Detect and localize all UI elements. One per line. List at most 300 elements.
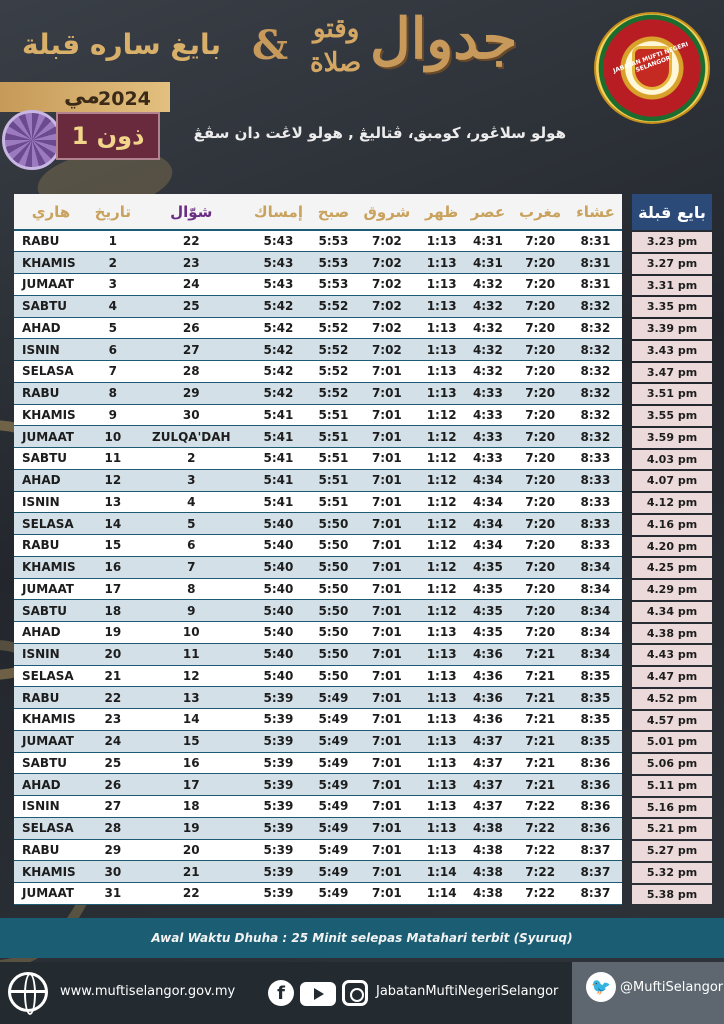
table-cell: 1:13 bbox=[419, 796, 465, 818]
table-cell: 8:35 bbox=[569, 730, 622, 752]
table-cell: 8:37 bbox=[569, 861, 622, 883]
table-cell: 1:13 bbox=[419, 339, 465, 361]
table-row bbox=[14, 709, 622, 731]
table-cell: ISNIN bbox=[14, 643, 88, 665]
table-cell: 10 bbox=[88, 426, 138, 448]
table-cell: 8:31 bbox=[569, 230, 622, 252]
table-cell: 8:35 bbox=[569, 665, 622, 687]
table-cell: 7:21 bbox=[511, 665, 569, 687]
table-cell: 8:36 bbox=[569, 817, 622, 839]
zone-badge: ذون 1 bbox=[56, 112, 160, 160]
table-cell: SABTU bbox=[14, 600, 88, 622]
table-cell: 1:13 bbox=[419, 230, 465, 252]
table-cell: 4:38 bbox=[464, 817, 511, 839]
table-cell: 8:33 bbox=[569, 513, 622, 535]
table-cell: 4:34 bbox=[464, 513, 511, 535]
table-cell: RABU bbox=[14, 687, 88, 709]
table-cell: 5:40 bbox=[245, 600, 312, 622]
qibla-time: 5.38 pm bbox=[632, 885, 712, 905]
table-cell: 7:21 bbox=[511, 752, 569, 774]
qibla-time: 4.52 pm bbox=[632, 689, 712, 709]
table-row bbox=[14, 230, 622, 252]
table-cell: KHAMIS bbox=[14, 709, 88, 731]
table-cell: 7:22 bbox=[511, 796, 569, 818]
table-cell: 8:31 bbox=[569, 252, 622, 274]
table-cell: SELASA bbox=[14, 817, 88, 839]
table-cell: 5:49 bbox=[312, 752, 355, 774]
table-cell: 4:34 bbox=[464, 469, 511, 491]
qibla-time: 5.01 pm bbox=[632, 732, 712, 752]
table-cell: 8:34 bbox=[569, 643, 622, 665]
table-cell: 21 bbox=[138, 861, 245, 883]
table-cell: 7:01 bbox=[355, 382, 419, 404]
table-cell: 4:32 bbox=[464, 295, 511, 317]
table-cell: SELASA bbox=[14, 665, 88, 687]
table-cell: 7:01 bbox=[355, 752, 419, 774]
qibla-time: 5.06 pm bbox=[632, 754, 712, 774]
table-row bbox=[14, 361, 622, 383]
table-cell: 8:36 bbox=[569, 796, 622, 818]
table-cell: 8:33 bbox=[569, 491, 622, 513]
table-row bbox=[14, 513, 622, 535]
table-row bbox=[14, 578, 622, 600]
table-cell: 7:21 bbox=[511, 687, 569, 709]
table-cell: 7:20 bbox=[511, 426, 569, 448]
table-cell: 7:20 bbox=[511, 622, 569, 644]
table-cell: 7:01 bbox=[355, 774, 419, 796]
table-cell: 5:49 bbox=[312, 774, 355, 796]
table-cell: 5:50 bbox=[312, 622, 355, 644]
table-cell: 8:37 bbox=[569, 883, 622, 905]
website-link[interactable]: www.muftiselangor.gov.my bbox=[60, 984, 236, 999]
table-cell: 17 bbox=[88, 578, 138, 600]
table-cell: 5:50 bbox=[312, 665, 355, 687]
qibla-time: 3.39 pm bbox=[632, 319, 712, 339]
twitter-icon[interactable]: 🐦 bbox=[586, 972, 616, 1002]
table-cell: 7 bbox=[138, 556, 245, 578]
table-cell: RABU bbox=[14, 382, 88, 404]
table-body bbox=[14, 230, 622, 904]
table-cell: 18 bbox=[88, 600, 138, 622]
table-cell: 4:37 bbox=[464, 796, 511, 818]
table-cell: 7:01 bbox=[355, 535, 419, 557]
table-cell: AHAD bbox=[14, 469, 88, 491]
table-cell: 1:13 bbox=[419, 252, 465, 274]
table-cell: 5:39 bbox=[245, 774, 312, 796]
table-cell: 1:13 bbox=[419, 752, 465, 774]
table-cell: 4:36 bbox=[464, 643, 511, 665]
table-cell: 19 bbox=[138, 817, 245, 839]
table-row bbox=[14, 622, 622, 644]
table-cell: 4:35 bbox=[464, 622, 511, 644]
table-cell: 4:32 bbox=[464, 274, 511, 296]
table-cell: 22 bbox=[138, 230, 245, 252]
table-cell: 5:42 bbox=[245, 295, 312, 317]
table-cell: KHAMIS bbox=[14, 404, 88, 426]
table-cell: 1:13 bbox=[419, 295, 465, 317]
qibla-time: 5.16 pm bbox=[632, 798, 712, 818]
month-label: مي bbox=[64, 84, 100, 109]
table-cell: 9 bbox=[88, 404, 138, 426]
table-row bbox=[14, 643, 622, 665]
qibla-time: 5.32 pm bbox=[632, 863, 712, 883]
table-cell: 5:50 bbox=[312, 578, 355, 600]
table-cell: 4:36 bbox=[464, 709, 511, 731]
table-cell: 7:20 bbox=[511, 404, 569, 426]
table-cell: JUMAAT bbox=[14, 274, 88, 296]
table-cell: 5:51 bbox=[312, 404, 355, 426]
table-cell: 1:13 bbox=[419, 361, 465, 383]
table-cell: 4:33 bbox=[464, 426, 511, 448]
table-cell: 17 bbox=[138, 774, 245, 796]
table-cell: 18 bbox=[138, 796, 245, 818]
table-cell: 8:37 bbox=[569, 839, 622, 861]
table-cell: 5:49 bbox=[312, 709, 355, 731]
table-cell: 5:49 bbox=[312, 796, 355, 818]
youtube-icon[interactable] bbox=[300, 982, 336, 1006]
qibla-time: 4.16 pm bbox=[632, 515, 712, 535]
column-header: صبح bbox=[312, 194, 355, 230]
logo-text: JABATAN MUFTI NEGERI SELANGOR bbox=[612, 40, 690, 75]
qibla-time: 4.29 pm bbox=[632, 580, 712, 600]
social-page-link[interactable]: JabatanMuftiNegeriSelangor bbox=[376, 984, 559, 999]
qibla-time: 4.07 pm bbox=[632, 471, 712, 491]
table-cell: 1:13 bbox=[419, 665, 465, 687]
table-cell: 23 bbox=[88, 709, 138, 731]
table-cell: JUMAAT bbox=[14, 883, 88, 905]
table-cell: KHAMIS bbox=[14, 861, 88, 883]
table-cell: SELASA bbox=[14, 361, 88, 383]
table-cell: 7:20 bbox=[511, 295, 569, 317]
column-header: عشاء bbox=[569, 194, 622, 230]
table-cell: 4:33 bbox=[464, 448, 511, 470]
table-cell: 5:41 bbox=[245, 491, 312, 513]
table-cell: 1:12 bbox=[419, 556, 465, 578]
table-cell: 5:43 bbox=[245, 230, 312, 252]
table-cell: 7:01 bbox=[355, 796, 419, 818]
qibla-time: 5.11 pm bbox=[632, 776, 712, 796]
table-cell: 5:39 bbox=[245, 796, 312, 818]
table-cell: 9 bbox=[138, 600, 245, 622]
table-cell: 25 bbox=[88, 752, 138, 774]
column-header: ظهر bbox=[419, 194, 465, 230]
table-cell: 4:37 bbox=[464, 730, 511, 752]
table-cell: 8:34 bbox=[569, 600, 622, 622]
column-header: تاريخ bbox=[88, 194, 138, 230]
table-cell: 7:22 bbox=[511, 817, 569, 839]
table-row bbox=[14, 774, 622, 796]
qibla-time: 3.27 pm bbox=[632, 254, 712, 274]
table-cell: 1:12 bbox=[419, 469, 465, 491]
table-cell: KHAMIS bbox=[14, 252, 88, 274]
table-cell: RABU bbox=[14, 535, 88, 557]
qibla-time: 4.34 pm bbox=[632, 602, 712, 622]
table-cell: 12 bbox=[138, 665, 245, 687]
table-cell: 7 bbox=[88, 361, 138, 383]
table-cell: 1:12 bbox=[419, 426, 465, 448]
table-cell: 5:50 bbox=[312, 513, 355, 535]
table-cell: 7:02 bbox=[355, 274, 419, 296]
table-cell: 5:49 bbox=[312, 687, 355, 709]
table-cell: 7:01 bbox=[355, 643, 419, 665]
qibla-time: 5.27 pm bbox=[632, 841, 712, 861]
table-cell: 1:13 bbox=[419, 709, 465, 731]
qibla-time: 4.38 pm bbox=[632, 624, 712, 644]
table-cell: 5:39 bbox=[245, 752, 312, 774]
table-cell: 4:34 bbox=[464, 535, 511, 557]
table-cell: 8:31 bbox=[569, 274, 622, 296]
table-cell: 4:35 bbox=[464, 556, 511, 578]
table-cell: 8:33 bbox=[569, 535, 622, 557]
table-cell: AHAD bbox=[14, 622, 88, 644]
qibla-time: 4.43 pm bbox=[632, 645, 712, 665]
table-cell: 7:21 bbox=[511, 643, 569, 665]
instagram-icon[interactable] bbox=[342, 980, 368, 1006]
table-cell: 5:40 bbox=[245, 665, 312, 687]
table-cell: 7:01 bbox=[355, 709, 419, 731]
year-label: 2024 bbox=[98, 88, 151, 110]
table-row bbox=[14, 730, 622, 752]
table-cell: 5:43 bbox=[245, 274, 312, 296]
title-main: جدوال bbox=[370, 6, 518, 72]
table-cell: 13 bbox=[88, 491, 138, 513]
table-cell: 8:32 bbox=[569, 382, 622, 404]
prayer-times-table bbox=[14, 194, 622, 905]
qibla-time: 4.20 pm bbox=[632, 537, 712, 557]
table-cell: 5:50 bbox=[312, 643, 355, 665]
table-cell: 26 bbox=[88, 774, 138, 796]
table-cell: RABU bbox=[14, 230, 88, 252]
table-cell: ISNIN bbox=[14, 339, 88, 361]
table-cell: 5:52 bbox=[312, 382, 355, 404]
table-cell: 16 bbox=[138, 752, 245, 774]
table-row bbox=[14, 426, 622, 448]
table-cell: 1:13 bbox=[419, 817, 465, 839]
qibla-time: 3.31 pm bbox=[632, 276, 712, 296]
table-row bbox=[14, 817, 622, 839]
table-cell: 4:32 bbox=[464, 317, 511, 339]
table-cell: 7:01 bbox=[355, 687, 419, 709]
table-cell: 7:01 bbox=[355, 491, 419, 513]
table-cell: 1:13 bbox=[419, 774, 465, 796]
table-cell: 5:52 bbox=[312, 317, 355, 339]
table-cell: 7:01 bbox=[355, 600, 419, 622]
table-row bbox=[14, 317, 622, 339]
table-cell: 5:52 bbox=[312, 361, 355, 383]
qibla-time: 3.43 pm bbox=[632, 341, 712, 361]
table-cell: 7:20 bbox=[511, 578, 569, 600]
table-cell: 15 bbox=[88, 535, 138, 557]
table-cell: 5:41 bbox=[245, 426, 312, 448]
table-cell: 8:33 bbox=[569, 469, 622, 491]
table-cell: 5:41 bbox=[245, 448, 312, 470]
table-cell: 7:01 bbox=[355, 730, 419, 752]
table-cell: 5:51 bbox=[312, 448, 355, 470]
table-cell: 27 bbox=[138, 339, 245, 361]
table-cell: 5:39 bbox=[245, 709, 312, 731]
title-qibla: بايغ سارە قبلة bbox=[22, 28, 222, 61]
table-cell: 7:01 bbox=[355, 839, 419, 861]
table-row bbox=[14, 339, 622, 361]
table-cell: 5:43 bbox=[245, 252, 312, 274]
table-row bbox=[14, 295, 622, 317]
title-line2: صلاة bbox=[310, 48, 362, 78]
table-row bbox=[14, 274, 622, 296]
table-cell: 2 bbox=[138, 448, 245, 470]
table-cell: 4:33 bbox=[464, 382, 511, 404]
table-cell: 5:50 bbox=[312, 600, 355, 622]
table-cell: 8:33 bbox=[569, 448, 622, 470]
table-cell: 8:35 bbox=[569, 687, 622, 709]
table-cell: 5:52 bbox=[312, 295, 355, 317]
table-row bbox=[14, 252, 622, 274]
table-row bbox=[14, 665, 622, 687]
facebook-icon[interactable]: f bbox=[268, 980, 294, 1006]
table-cell: 7:20 bbox=[511, 317, 569, 339]
table-cell: 5:39 bbox=[245, 817, 312, 839]
table-cell: 7:22 bbox=[511, 883, 569, 905]
table-cell: 1:13 bbox=[419, 274, 465, 296]
table-cell: 1 bbox=[88, 230, 138, 252]
table-cell: 8:36 bbox=[569, 774, 622, 796]
table-cell: 5:53 bbox=[312, 230, 355, 252]
table-cell: 30 bbox=[88, 861, 138, 883]
table-cell: 8 bbox=[88, 382, 138, 404]
qibla-time: 5.21 pm bbox=[632, 819, 712, 839]
table-cell: 5:40 bbox=[245, 535, 312, 557]
table-cell: 8:32 bbox=[569, 295, 622, 317]
table-cell: 5:42 bbox=[245, 382, 312, 404]
table-row bbox=[14, 600, 622, 622]
table-cell: 1:13 bbox=[419, 839, 465, 861]
table-row bbox=[14, 535, 622, 557]
table-cell: 4 bbox=[88, 295, 138, 317]
table-cell: 8:36 bbox=[569, 752, 622, 774]
table-cell: JUMAAT bbox=[14, 730, 88, 752]
table-cell: 31 bbox=[88, 883, 138, 905]
table-cell: 14 bbox=[138, 709, 245, 731]
table-cell: 7:20 bbox=[511, 469, 569, 491]
table-cell: 21 bbox=[88, 665, 138, 687]
qibla-time: 3.23 pm bbox=[632, 232, 712, 252]
table-cell: 26 bbox=[138, 317, 245, 339]
table-cell: 7:02 bbox=[355, 230, 419, 252]
mandala-ornament-icon bbox=[2, 110, 62, 170]
table-cell: 1:12 bbox=[419, 535, 465, 557]
table-row bbox=[14, 448, 622, 470]
table-cell: 16 bbox=[88, 556, 138, 578]
globe-icon bbox=[8, 972, 48, 1012]
table-cell: 4 bbox=[138, 491, 245, 513]
column-header: عصر bbox=[464, 194, 511, 230]
table-cell: 7:20 bbox=[511, 448, 569, 470]
table-cell: 7:01 bbox=[355, 361, 419, 383]
table-cell: 8:34 bbox=[569, 556, 622, 578]
table-cell: 14 bbox=[88, 513, 138, 535]
table-cell: 5:42 bbox=[245, 339, 312, 361]
twitter-handle[interactable]: @MuftiSelangor bbox=[620, 980, 724, 995]
table-cell: SELASA bbox=[14, 513, 88, 535]
table-cell: 1:13 bbox=[419, 643, 465, 665]
table-cell: 4:31 bbox=[464, 230, 511, 252]
table-cell: 7:20 bbox=[511, 361, 569, 383]
qibla-time: 3.35 pm bbox=[632, 297, 712, 317]
table-row bbox=[14, 752, 622, 774]
table-cell: 24 bbox=[88, 730, 138, 752]
table-cell: 5:49 bbox=[312, 861, 355, 883]
table-cell: 5:52 bbox=[312, 339, 355, 361]
table-cell: 5:40 bbox=[245, 556, 312, 578]
table-cell: 1:13 bbox=[419, 317, 465, 339]
column-header: مغرب bbox=[511, 194, 569, 230]
table-cell: 5:41 bbox=[245, 404, 312, 426]
table-cell: 7:20 bbox=[511, 382, 569, 404]
table-cell: 7:20 bbox=[511, 535, 569, 557]
table-cell: 7:01 bbox=[355, 861, 419, 883]
table-cell: 4:32 bbox=[464, 361, 511, 383]
table-cell: 7:20 bbox=[511, 491, 569, 513]
qibla-time: 3.59 pm bbox=[632, 428, 712, 448]
table-cell: 5:51 bbox=[312, 491, 355, 513]
table-cell: 5:39 bbox=[245, 730, 312, 752]
table-cell: 1:12 bbox=[419, 491, 465, 513]
table-cell: 4:34 bbox=[464, 491, 511, 513]
qibla-header: بايع قبلة bbox=[632, 194, 712, 230]
table-cell: 5:40 bbox=[245, 513, 312, 535]
table-cell: 7:20 bbox=[511, 274, 569, 296]
table-row bbox=[14, 883, 622, 905]
table-cell: 7:20 bbox=[511, 230, 569, 252]
table-cell: 4:37 bbox=[464, 752, 511, 774]
table-cell: 7:21 bbox=[511, 709, 569, 731]
table-cell: 4:33 bbox=[464, 404, 511, 426]
table-cell: 3 bbox=[88, 274, 138, 296]
table-cell: 1:12 bbox=[419, 578, 465, 600]
table-cell: 4:36 bbox=[464, 665, 511, 687]
table-cell: 13 bbox=[138, 687, 245, 709]
table-cell: 8:32 bbox=[569, 404, 622, 426]
table-cell: 4:38 bbox=[464, 839, 511, 861]
table-cell: 5:41 bbox=[245, 469, 312, 491]
table-cell: 7:20 bbox=[511, 252, 569, 274]
table-cell: 1:13 bbox=[419, 730, 465, 752]
table-cell: 4:38 bbox=[464, 883, 511, 905]
table-cell: 5:49 bbox=[312, 730, 355, 752]
table-cell: 4:31 bbox=[464, 252, 511, 274]
table-cell: 5:40 bbox=[245, 622, 312, 644]
table-cell: 7:20 bbox=[511, 513, 569, 535]
table-cell: 5:40 bbox=[245, 643, 312, 665]
table-cell: 20 bbox=[138, 839, 245, 861]
qibla-column bbox=[632, 194, 712, 906]
table-cell: 7:01 bbox=[355, 578, 419, 600]
table-cell: 7:01 bbox=[355, 556, 419, 578]
table-cell: 7:01 bbox=[355, 448, 419, 470]
qibla-list bbox=[632, 232, 712, 904]
table-cell: 7:02 bbox=[355, 339, 419, 361]
table-cell: 1:13 bbox=[419, 687, 465, 709]
table-cell: 7:01 bbox=[355, 469, 419, 491]
table-cell: 24 bbox=[138, 274, 245, 296]
table-cell: 7:22 bbox=[511, 861, 569, 883]
table-cell: 10 bbox=[138, 622, 245, 644]
table-row bbox=[14, 404, 622, 426]
table-cell: 5:49 bbox=[312, 817, 355, 839]
column-header: شوّال bbox=[138, 194, 245, 230]
table-cell: 7:01 bbox=[355, 817, 419, 839]
table-cell: 5:49 bbox=[312, 839, 355, 861]
qibla-time: 3.47 pm bbox=[632, 363, 712, 383]
